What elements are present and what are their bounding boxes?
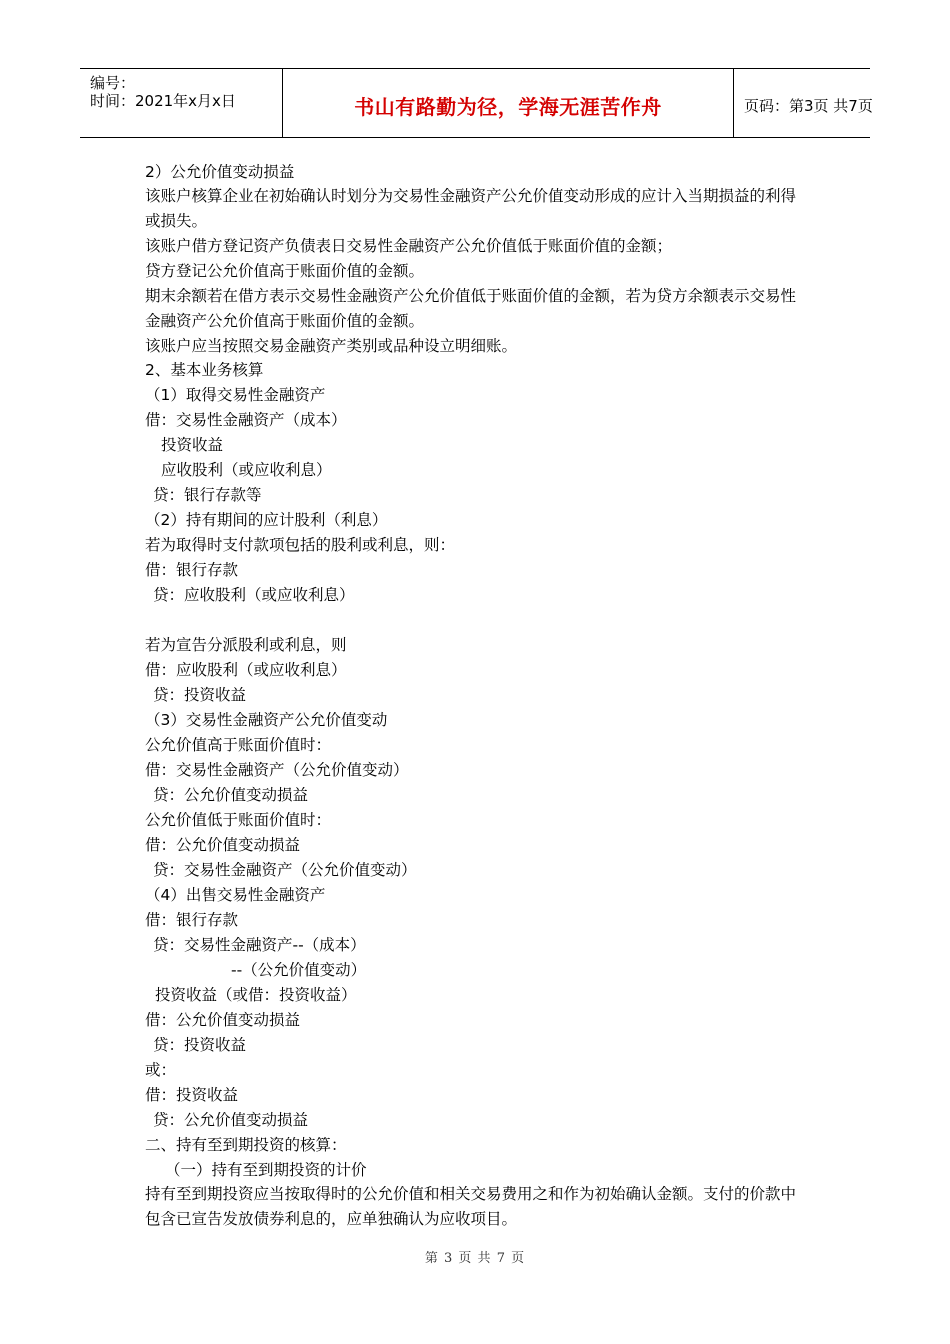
section-heading: 2、基本业务核算 (145, 361, 264, 379)
header-motto-cell (282, 69, 734, 137)
document-date: 时间：2021年x月x日 (90, 92, 236, 110)
subheading: （1）取得交易性金融资产 (145, 386, 326, 404)
journal-line: 应收股利（或应收利息） (161, 461, 332, 479)
journal-line: 贷：应收股利（或应收利息） (153, 586, 355, 604)
journal-line: 贷：交易性金融资产--（成本） (153, 936, 366, 954)
journal-line: 贷：公允价值变动损益 (153, 786, 309, 804)
journal-line: 投资收益（或借：投资收益） (155, 986, 357, 1004)
subheading: （4）出售交易性金融资产 (145, 886, 326, 904)
journal-line: 借：交易性金融资产（公允价值变动） (145, 761, 409, 779)
paragraph: 该账户核算企业在初始确认时划分为交易性金融资产公允价值变动形成的应计入当期损益的利得或损失。 (145, 187, 797, 230)
header-right-cell (734, 69, 873, 137)
journal-line: --（公允价值变动） (231, 961, 367, 979)
journal-line: 贷：投资收益 (153, 686, 247, 704)
journal-line: 借：公允价值变动损益 (145, 1011, 301, 1029)
journal-line: 贷：交易性金融资产（公允价值变动） (153, 861, 417, 879)
paragraph: 公允价值低于账面价值时： (145, 811, 332, 829)
paragraph: 该账户借方登记资产负债表日交易性金融资产公允价值低于账面价值的金额； (145, 237, 673, 255)
paragraph: 若为宣告分派股利或利息，则 (145, 636, 347, 654)
page-footer: 第 3 页 共 7 页 (424, 1251, 526, 1266)
journal-line: 借：银行存款 (145, 911, 239, 929)
header-page-info: 页码：第3页 共7页 (744, 97, 873, 115)
subheading: （一）持有至到期投资的计价 (165, 1161, 367, 1179)
subheading: （3）交易性金融资产公允价值变动 (145, 711, 388, 729)
journal-line: 借：交易性金融资产（成本） (145, 411, 347, 429)
header-motto: 书山有路勤为径，学海无涯苦作舟 (354, 95, 662, 119)
paragraph: 若为取得时支付款项包括的股利或利息，则： (145, 536, 456, 554)
paragraph: 公允价值高于账面价值时： (145, 736, 332, 754)
journal-line: 贷：公允价值变动损益 (153, 1111, 309, 1129)
subheading: 2）公允价值变动损益 (145, 163, 295, 181)
journal-line: 贷：投资收益 (153, 1036, 247, 1054)
section-heading: 二、持有至到期投资的核算： (145, 1136, 347, 1154)
journal-line: 贷：银行存款等 (153, 486, 262, 504)
journal-line: 借：投资收益 (145, 1086, 239, 1104)
journal-line: 借：公允价值变动损益 (145, 836, 301, 854)
paragraph: 期末余额若在借方表示交易性金融资产公允价值低于账面价值的金额，若为贷方余额表示交易性金融资产公允价值高于账面价值的金额。 (145, 287, 797, 330)
journal-line: 借：银行存款 (145, 561, 239, 579)
paragraph: 持有至到期投资应当按取得时的公允价值和相关交易费用之和作为初始确认金额。支付的价款中包含已宣告发放债券利息的，应单独确认为应收项目。 (145, 1185, 797, 1228)
paragraph: 贷方登记公允价值高于账面价值的金额。 (145, 262, 425, 280)
document-number-label: 编号： (90, 74, 136, 92)
paragraph: 或： (145, 1061, 177, 1079)
header-left-cell (80, 69, 282, 137)
paragraph: 该账户应当按照交易金融资产类别或品种设立明细账。 (145, 337, 518, 355)
journal-line: 投资收益 (161, 436, 224, 454)
page-header (80, 68, 873, 138)
subheading: （2）持有期间的应计股利（利息） (145, 511, 388, 529)
journal-line: 借：应收股利（或应收利息） (145, 661, 347, 679)
